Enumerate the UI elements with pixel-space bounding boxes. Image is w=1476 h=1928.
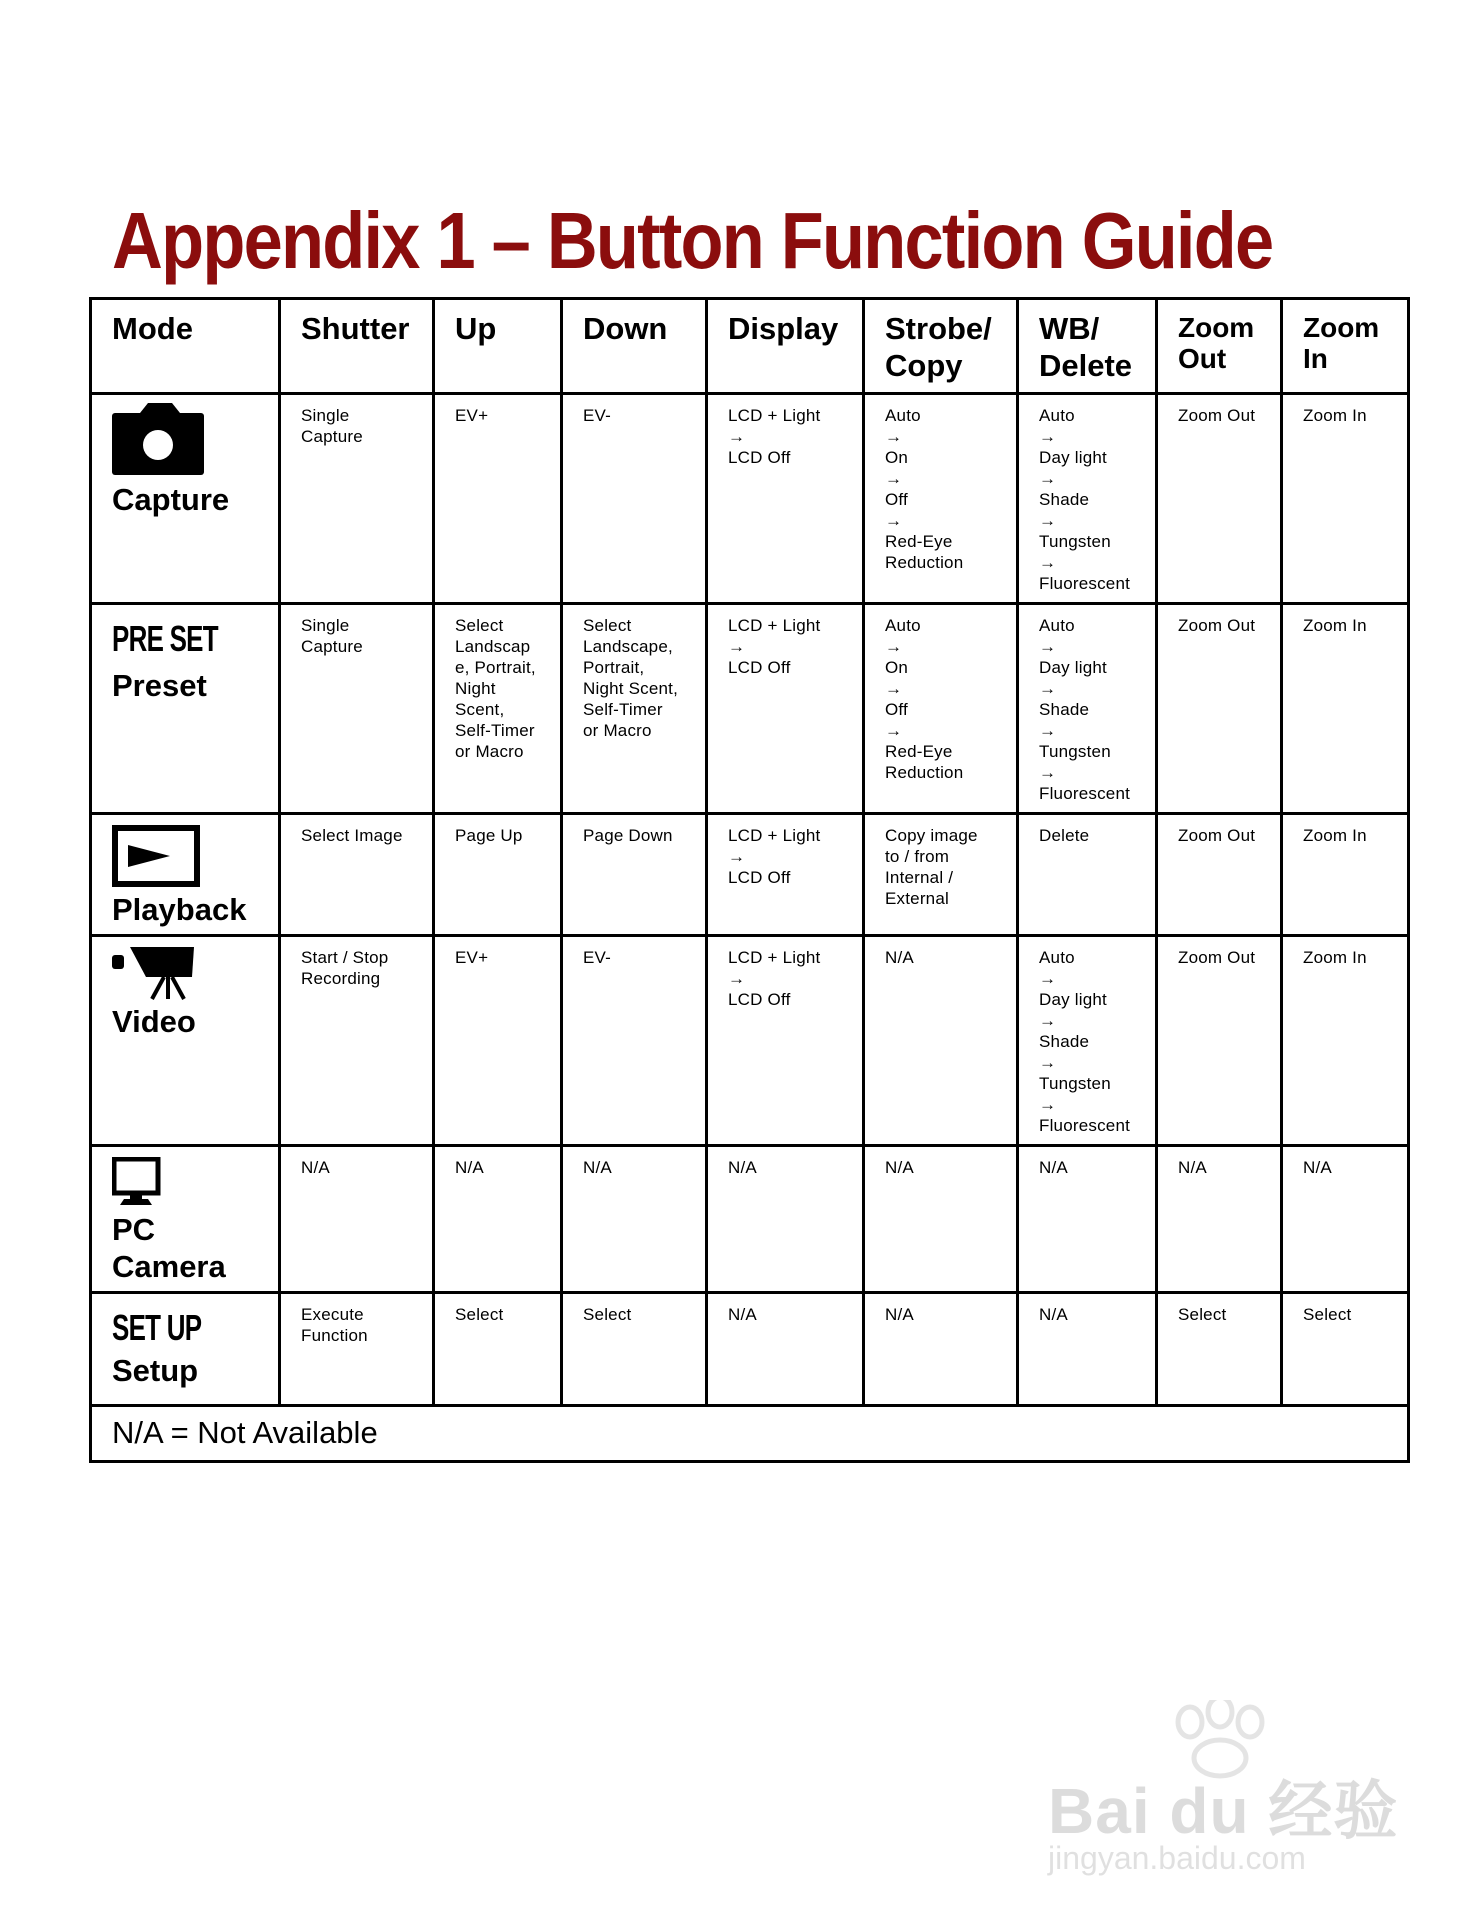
mode-cell-playback bbox=[91, 814, 280, 936]
table-row bbox=[91, 1146, 1409, 1293]
table-cell: EV- bbox=[562, 936, 707, 1146]
table-cell: Delete bbox=[1018, 814, 1157, 936]
table-cell: Start / Stop Recording bbox=[280, 936, 434, 1146]
preset-icon: PRE SET bbox=[112, 618, 218, 659]
table-row bbox=[91, 814, 1409, 936]
table-cell: Zoom In bbox=[1282, 814, 1409, 936]
header-zoom-out: Zoom Out bbox=[1157, 299, 1282, 394]
watermark-url: jingyan.baidu.com bbox=[1048, 1840, 1306, 1876]
table-cell: Auto → Day light → Shade → Tungsten → Fluorescent bbox=[1018, 604, 1157, 814]
table-cell: Zoom Out bbox=[1157, 936, 1282, 1146]
playback-icon bbox=[112, 825, 200, 887]
table-cell: Zoom Out bbox=[1157, 394, 1282, 604]
table-header-row bbox=[91, 299, 1409, 394]
table-cell: Select Landscap e, Portrait, Night Scent, Self-Timer or Macro bbox=[434, 604, 562, 814]
table-cell: Select Image bbox=[280, 814, 434, 936]
table-cell: N/A bbox=[1018, 1146, 1157, 1293]
header-down: Down bbox=[562, 299, 707, 394]
table-cell: Single Capture bbox=[280, 394, 434, 604]
table-cell: Select bbox=[1157, 1293, 1282, 1406]
table-cell: N/A bbox=[562, 1146, 707, 1293]
table-cell: Zoom In bbox=[1282, 604, 1409, 814]
table-cell: LCD + Light → LCD Off bbox=[707, 604, 864, 814]
watermark-brand: Bai du 经验 bbox=[1048, 1775, 1399, 1847]
table-cell: Select bbox=[562, 1293, 707, 1406]
table-cell: LCD + Light → LCD Off bbox=[707, 814, 864, 936]
mode-label: Capture bbox=[112, 482, 230, 517]
table-cell: Auto → On → Off → Red-Eye Reduction bbox=[864, 604, 1018, 814]
table-cell: EV- bbox=[562, 394, 707, 604]
header-strobe-copy: Strobe/ Copy bbox=[864, 299, 1018, 394]
mode-label: Playback bbox=[112, 892, 247, 927]
table-cell: Page Up bbox=[434, 814, 562, 936]
mode-label: Video bbox=[112, 1004, 196, 1039]
table-row bbox=[91, 604, 1409, 814]
header-zoom-in: Zoom In bbox=[1282, 299, 1409, 394]
header-mode: Mode bbox=[91, 299, 280, 394]
table-cell: Select Landscape, Portrait, Night Scent, Self-Timer or Macro bbox=[562, 604, 707, 814]
table-cell: N/A bbox=[280, 1146, 434, 1293]
table-cell: Zoom In bbox=[1282, 936, 1409, 1146]
table-cell: Page Down bbox=[562, 814, 707, 936]
camera-icon bbox=[112, 403, 208, 477]
mode-cell-capture bbox=[91, 394, 280, 604]
table-cell: LCD + Light → LCD Off bbox=[707, 936, 864, 1146]
mode-cell-video bbox=[91, 936, 280, 1146]
setup-icon: SET UP bbox=[112, 1307, 202, 1348]
table-cell: N/A bbox=[864, 936, 1018, 1146]
table-cell: N/A bbox=[864, 1293, 1018, 1406]
table-cell: Copy image to / from Internal / External bbox=[864, 814, 1018, 936]
table-cell: Auto → Day light → Shade → Tungsten → Fluorescent bbox=[1018, 936, 1157, 1146]
mode-label: PC Camera bbox=[112, 1212, 226, 1284]
mode-cell-pc-camera bbox=[91, 1146, 280, 1293]
mode-label: Setup bbox=[112, 1353, 199, 1388]
table-cell: N/A bbox=[864, 1146, 1018, 1293]
table-row bbox=[91, 394, 1409, 604]
table-cell: Auto → Day light → Shade → Tungsten → Fluorescent bbox=[1018, 394, 1157, 604]
table-cell: Zoom In bbox=[1282, 394, 1409, 604]
table-cell: EV+ bbox=[434, 394, 562, 604]
legend-note: N/A = Not Available bbox=[91, 1406, 1409, 1462]
table-cell: Zoom Out bbox=[1157, 814, 1282, 936]
table-cell: N/A bbox=[1282, 1146, 1409, 1293]
table-cell: N/A bbox=[1157, 1146, 1282, 1293]
paw-icon bbox=[1160, 1700, 1280, 1780]
monitor-icon bbox=[112, 1157, 162, 1207]
table-cell: N/A bbox=[707, 1293, 864, 1406]
table-cell: Select bbox=[434, 1293, 562, 1406]
table-cell: Execute Function bbox=[280, 1293, 434, 1406]
mode-cell-setup bbox=[91, 1293, 280, 1406]
header-shutter: Shutter bbox=[280, 299, 434, 394]
table-cell: N/A bbox=[1018, 1293, 1157, 1406]
mode-label: Preset bbox=[112, 668, 207, 703]
table-cell: Single Capture bbox=[280, 604, 434, 814]
header-display: Display bbox=[707, 299, 864, 394]
table-cell: EV+ bbox=[434, 936, 562, 1146]
table-cell: Zoom Out bbox=[1157, 604, 1282, 814]
table-cell: N/A bbox=[434, 1146, 562, 1293]
table-footer-row bbox=[91, 1406, 1409, 1462]
table-cell: LCD + Light → LCD Off bbox=[707, 394, 864, 604]
header-up: Up bbox=[434, 299, 562, 394]
watermark bbox=[1040, 1700, 1400, 1876]
button-function-table bbox=[89, 297, 1410, 1463]
table-cell: Select bbox=[1282, 1293, 1409, 1406]
mode-cell-preset bbox=[91, 604, 280, 814]
header-wb-delete: WB/ Delete bbox=[1018, 299, 1157, 394]
table-row bbox=[91, 1293, 1409, 1406]
table-cell: Auto → On → Off → Red-Eye Reduction bbox=[864, 394, 1018, 604]
table-cell: N/A bbox=[707, 1146, 864, 1293]
page-title: Appendix 1 – Button Function Guide bbox=[112, 196, 1273, 285]
table-row bbox=[91, 936, 1409, 1146]
video-camera-icon bbox=[112, 947, 196, 1001]
